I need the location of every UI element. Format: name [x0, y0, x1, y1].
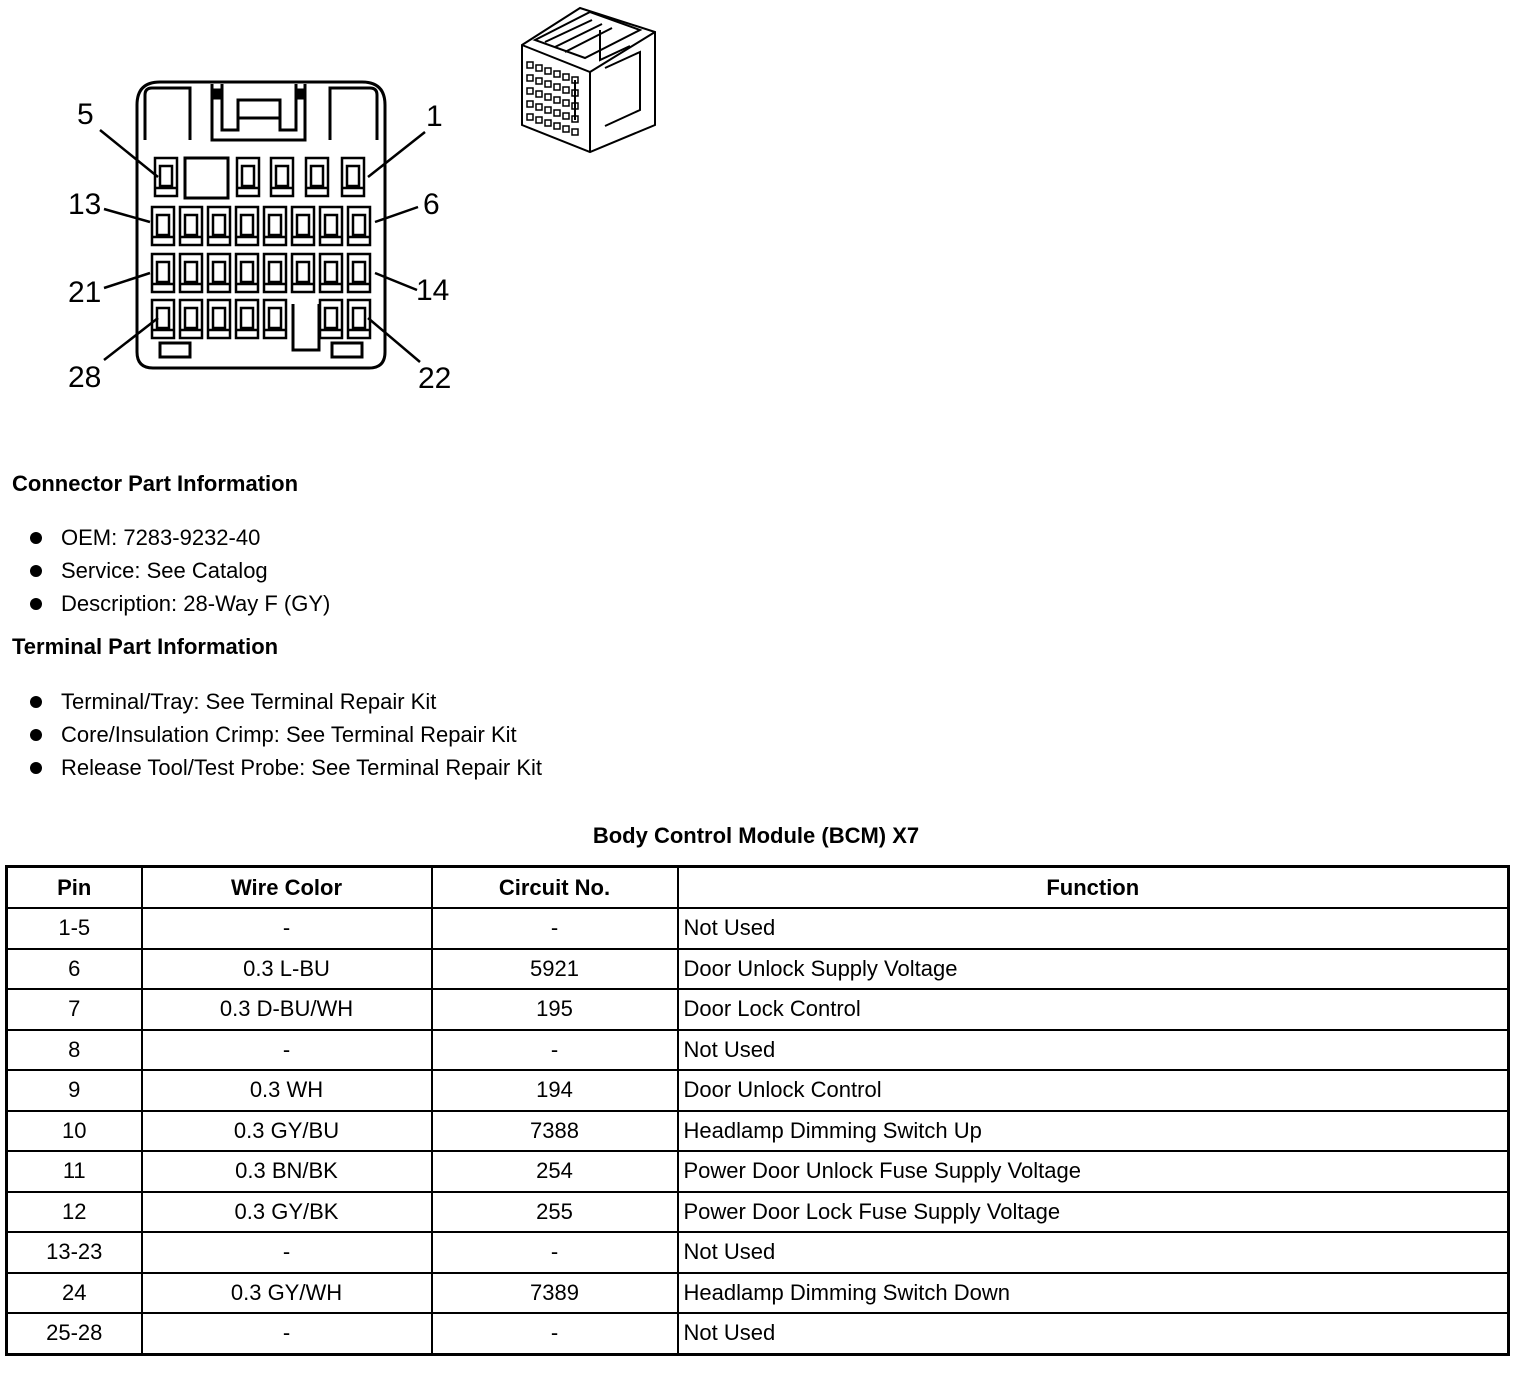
pin-terminal [325, 308, 337, 328]
pin-cavity [545, 81, 551, 87]
pin-cavity [536, 104, 542, 110]
pin-terminal [325, 215, 337, 235]
column-header-function: Function [678, 867, 1509, 909]
pin-cavity [236, 300, 258, 338]
pin-cavity [554, 110, 560, 116]
pin-cavity [236, 254, 258, 292]
pin-terminal [157, 308, 169, 328]
pin-terminal [353, 308, 365, 328]
pin-cell: 9 [7, 1070, 142, 1111]
circuit-no-cell: - [432, 1030, 678, 1071]
pin-terminal [297, 262, 309, 282]
function-cell: Power Door Unlock Fuse Supply Voltage [678, 1151, 1509, 1192]
pin-cell: 11 [7, 1151, 142, 1192]
pin-cavity [545, 68, 551, 74]
pin-cell: 1-5 [7, 908, 142, 949]
pin-cavity [527, 101, 533, 107]
pin-callout-13: 13 [68, 188, 102, 221]
function-cell: Not Used [678, 1232, 1509, 1273]
list-item: Service: See Catalog [28, 554, 330, 587]
pin-table [5, 865, 1510, 1356]
wire-color-cell: - [142, 908, 432, 949]
pin-cavity [320, 207, 342, 245]
pin-cavity [208, 300, 230, 338]
pin-cavity [554, 71, 560, 77]
function-cell: Headlamp Dimming Switch Down [678, 1273, 1509, 1314]
circuit-no-cell: 7389 [432, 1273, 678, 1314]
circuit-no-cell: - [432, 1232, 678, 1273]
pin-callout-6: 6 [423, 188, 440, 221]
column-header-circuit-no: Circuit No. [432, 867, 678, 909]
function-cell: Door Unlock Supply Voltage [678, 949, 1509, 990]
pin-cell: 10 [7, 1111, 142, 1152]
circuit-no-cell: 5921 [432, 949, 678, 990]
pin-callout-21: 21 [68, 276, 102, 309]
pin-callout-28: 28 [68, 361, 102, 394]
pin-cavity [563, 100, 569, 106]
terminal-part-info-list [28, 685, 542, 784]
pin-cavity [180, 300, 202, 338]
pin-cavity [572, 129, 578, 135]
pin-cavity [563, 113, 569, 119]
pin-cavity [264, 254, 286, 292]
pin-cell: 13-23 [7, 1232, 142, 1273]
pin-cell: 24 [7, 1273, 142, 1314]
pin-cavity [563, 87, 569, 93]
pin-terminal [353, 215, 365, 235]
pin-callout-5: 5 [77, 98, 94, 131]
circuit-no-cell: 7388 [432, 1111, 678, 1152]
pin-terminal [276, 166, 288, 186]
pin-terminal [213, 215, 225, 235]
list-item: Terminal/Tray: See Terminal Repair Kit [28, 685, 542, 718]
pin-terminal [157, 215, 169, 235]
list-item: Core/Insulation Crimp: See Terminal Repair Kit [28, 718, 542, 751]
pin-cavity [545, 120, 551, 126]
pin-cavity [292, 207, 314, 245]
connector-part-info-list [28, 521, 330, 620]
table-row [7, 1030, 1509, 1071]
table-row [7, 989, 1509, 1030]
pin-cavity [348, 300, 370, 338]
wire-color-cell: 0.3 L-BU [142, 949, 432, 990]
pin-callout-1: 1 [426, 100, 443, 133]
function-cell: Door Unlock Control [678, 1070, 1509, 1111]
pin-cavity [536, 91, 542, 97]
pin-cavity [563, 74, 569, 80]
terminal-part-info-heading: Terminal Part Information [12, 634, 279, 659]
table-header-row [7, 867, 1509, 909]
circuit-no-cell: 194 [432, 1070, 678, 1111]
column-header-wire-color: Wire Color [142, 867, 432, 909]
pin-cavity [536, 117, 542, 123]
pin-cavity [536, 65, 542, 71]
pin-cavity [527, 88, 533, 94]
function-cell: Power Door Lock Fuse Supply Voltage [678, 1192, 1509, 1233]
pin-terminal [241, 262, 253, 282]
pin-terminal [269, 262, 281, 282]
pin-cavity [237, 158, 259, 196]
pin-cavity [554, 123, 560, 129]
wire-color-cell: 0.3 GY/BU [142, 1111, 432, 1152]
list-item: Description: 28-Way F (GY) [28, 587, 330, 620]
pin-cavity [180, 254, 202, 292]
pin-cavity [348, 207, 370, 245]
pin-cavity [271, 158, 293, 196]
table-row [7, 1111, 1509, 1152]
pin-terminal [297, 215, 309, 235]
wire-color-cell: 0.3 BN/BK [142, 1151, 432, 1192]
pin-cavity [527, 75, 533, 81]
pin-cavity [155, 158, 177, 196]
column-header-pin: Pin [7, 867, 142, 909]
pin-terminal [269, 215, 281, 235]
pin-cell: 6 [7, 949, 142, 990]
pin-cavity [527, 62, 533, 68]
pin-cavity [342, 158, 364, 196]
pin-cavity [292, 254, 314, 292]
pin-terminal [185, 215, 197, 235]
connector-part-info-heading: Connector Part Information [12, 471, 299, 496]
pin-cavity [536, 78, 542, 84]
pin-terminal [242, 166, 254, 186]
pin-terminal [347, 166, 359, 186]
pin-terminal [353, 262, 365, 282]
pin-terminal [213, 308, 225, 328]
pin-cell: 7 [7, 989, 142, 1030]
function-cell: Door Lock Control [678, 989, 1509, 1030]
pin-cavity [152, 207, 174, 245]
pin-cavity [320, 254, 342, 292]
pin-cell: 8 [7, 1030, 142, 1071]
wire-color-cell: 0.3 D-BU/WH [142, 989, 432, 1030]
pin-cavity [236, 207, 258, 245]
circuit-no-cell: 255 [432, 1192, 678, 1233]
circuit-no-cell: - [432, 908, 678, 949]
function-cell: Headlamp Dimming Switch Up [678, 1111, 1509, 1152]
wire-color-cell: - [142, 1030, 432, 1071]
pin-terminal [311, 166, 323, 186]
pin-terminal [241, 215, 253, 235]
table-row [7, 949, 1509, 990]
list-item: Release Tool/Test Probe: See Terminal Repair Kit [28, 751, 542, 784]
wire-color-cell: 0.3 WH [142, 1070, 432, 1111]
wire-color-cell: - [142, 1313, 432, 1354]
table-row [7, 1070, 1509, 1111]
table-title: Body Control Module (BCM) X7 [592, 823, 920, 848]
pin-cell: 12 [7, 1192, 142, 1233]
pin-terminal [325, 262, 337, 282]
pin-cavity [152, 254, 174, 292]
pin-cavity [320, 300, 342, 338]
pin-callout-22: 22 [418, 362, 452, 395]
pin-cavity [264, 207, 286, 245]
pin-terminal [241, 308, 253, 328]
pin-cavity [527, 114, 533, 120]
table-row [7, 1151, 1509, 1192]
circuit-no-cell: - [432, 1313, 678, 1354]
pin-cavity [306, 158, 328, 196]
pin-terminal [185, 262, 197, 282]
table-row [7, 1232, 1509, 1273]
wire-color-cell: 0.3 GY/WH [142, 1273, 432, 1314]
pin-cavity [208, 207, 230, 245]
pin-cavity [264, 300, 286, 338]
table-body [7, 908, 1509, 1354]
table-row [7, 1192, 1509, 1233]
table-row [7, 908, 1509, 949]
pin-terminal [213, 262, 225, 282]
pin-cavity [554, 84, 560, 90]
function-cell: Not Used [678, 1313, 1509, 1354]
pin-cavity [348, 254, 370, 292]
pin-terminal [269, 308, 281, 328]
pin-terminal [157, 262, 169, 282]
circuit-no-cell: 195 [432, 989, 678, 1030]
pin-callout-14: 14 [416, 274, 450, 307]
circuit-no-cell: 254 [432, 1151, 678, 1192]
connector-3d-view [0, 0, 680, 160]
table-row [7, 1273, 1509, 1314]
pin-cell: 25-28 [7, 1313, 142, 1354]
list-item: OEM: 7283-9232-40 [28, 521, 330, 554]
wire-color-cell: - [142, 1232, 432, 1273]
pin-cavity [563, 126, 569, 132]
wire-color-cell: 0.3 GY/BK [142, 1192, 432, 1233]
pin-cavity [180, 207, 202, 245]
pin-cavity [208, 254, 230, 292]
function-cell: Not Used [678, 1030, 1509, 1071]
pin-cavity [545, 107, 551, 113]
function-cell: Not Used [678, 908, 1509, 949]
pin-terminal [185, 308, 197, 328]
pin-terminal [160, 166, 172, 186]
table-row [7, 1313, 1509, 1354]
pin-cavity [554, 97, 560, 103]
pin-cavity [545, 94, 551, 100]
